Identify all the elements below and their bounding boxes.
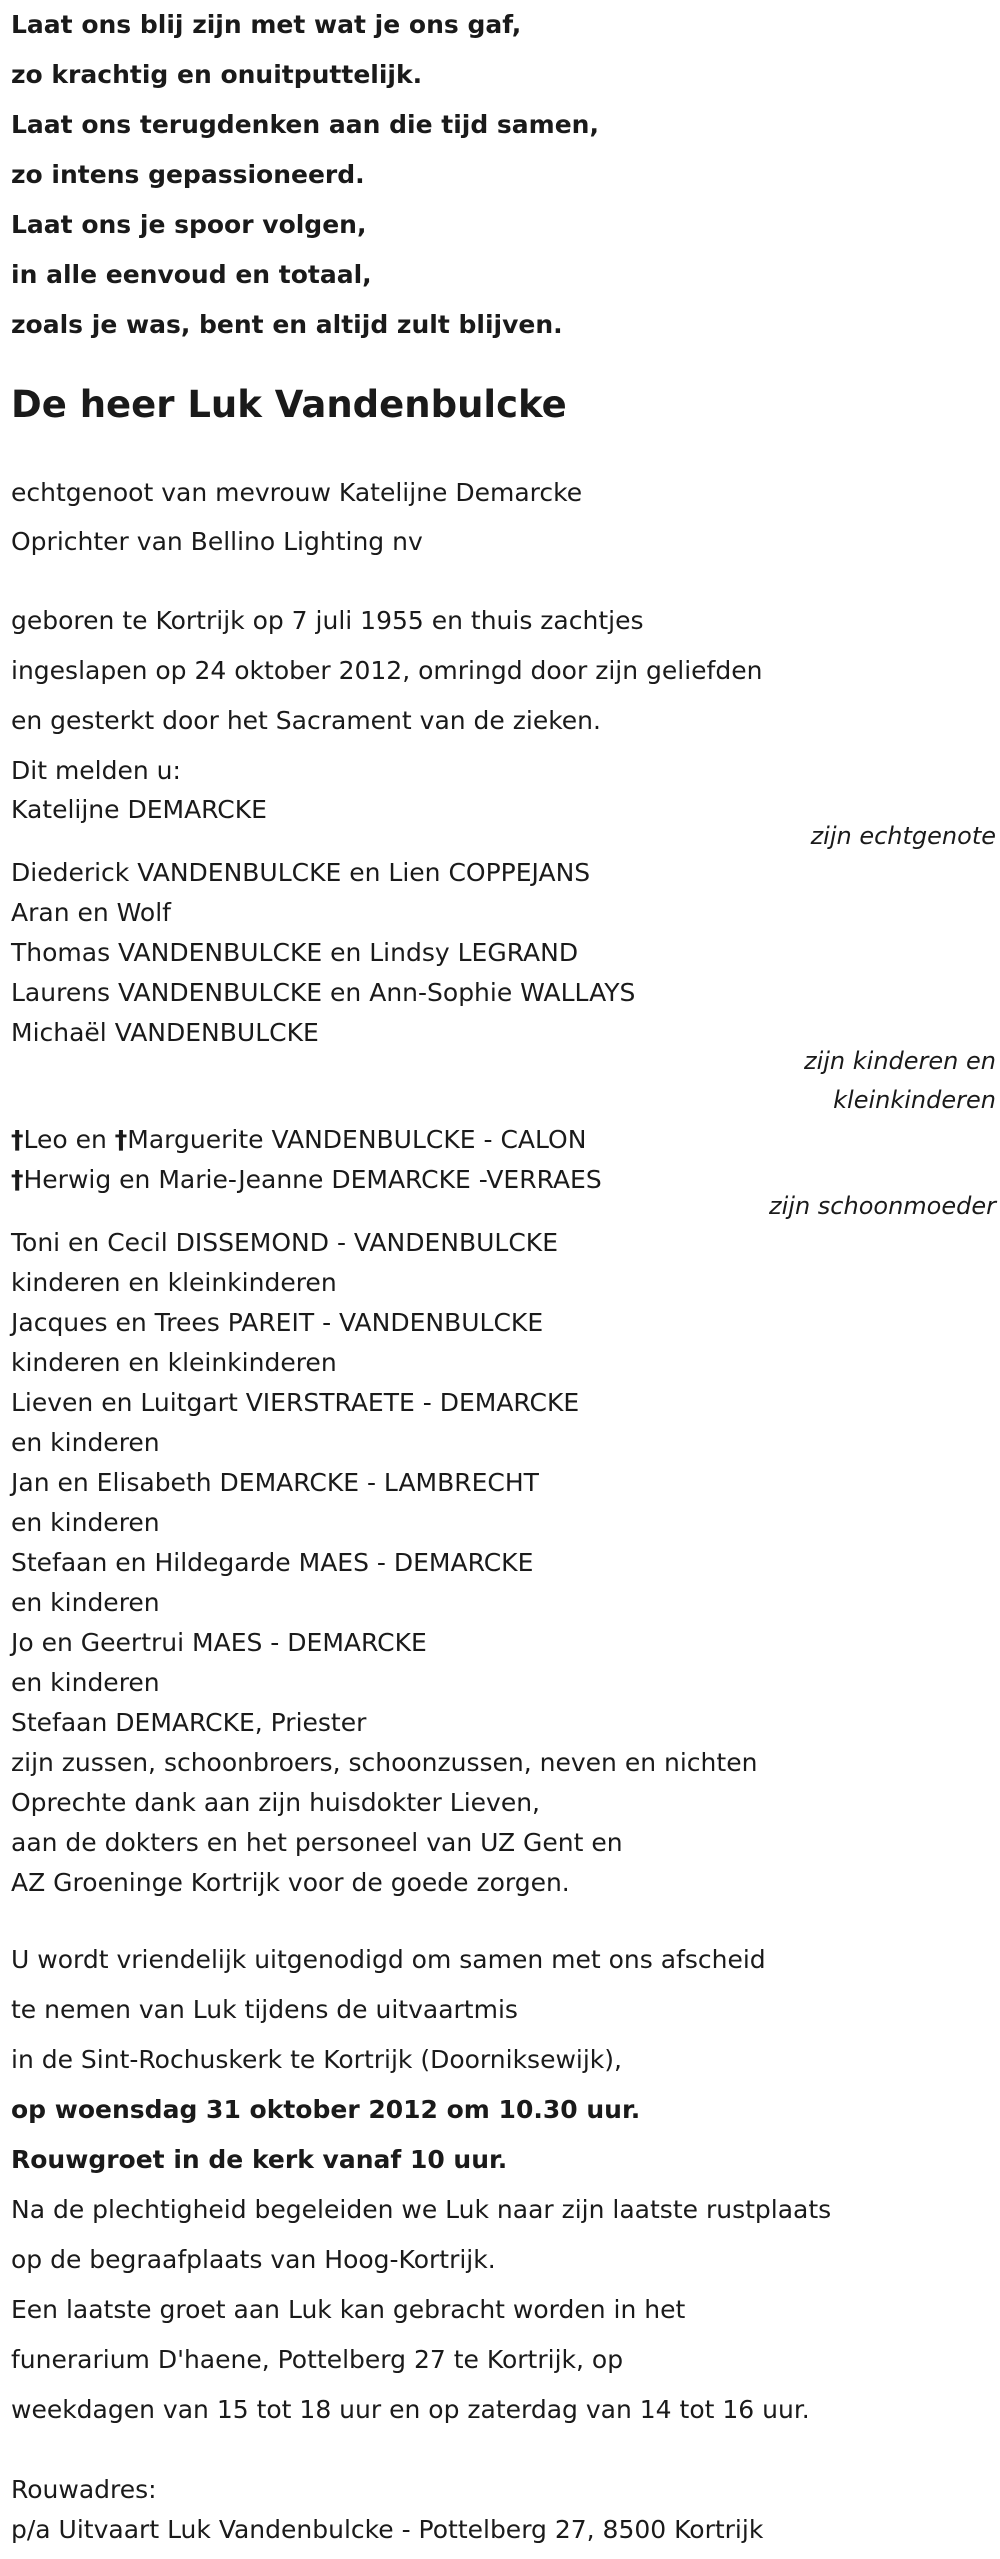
cross-icon: † xyxy=(11,1125,24,1154)
family-line-9: Stefaan en Hildegarde MAES - DEMARCKE xyxy=(11,1548,534,1577)
birth-line-2: ingeslapen op 24 oktober 2012, omringd door zijn geliefden xyxy=(11,656,763,685)
family-line-17: AZ Groeninge Kortrijk voor de goede zorgen. xyxy=(11,1868,570,1897)
family-line-14: zijn zussen, schoonbroers, schoonzussen, neven en nichten xyxy=(11,1748,758,1777)
family-line-3: Jacques en Trees PAREIT - VANDENBULCKE xyxy=(11,1308,544,1337)
children-role-2: kleinkinderen xyxy=(833,1086,996,1114)
after-line-1: Na de plechtigheid begeleiden we Luk naar zijn laatste rustplaats xyxy=(11,2195,832,2224)
spouse-line: echtgenoot van mevrouw Katelijne Demarcke xyxy=(11,478,583,507)
inlaws-names: Herwig en Marie-Jeanne DEMARCKE -VERRAES xyxy=(23,1165,602,1194)
rouwgroet: Rouwgroet in de kerk vanaf 10 uur. xyxy=(11,2145,508,2174)
funeral-date: op woensdag 31 oktober 2012 om 10.30 uur. xyxy=(11,2095,641,2124)
invite-line-1: U wordt vriendelijk uitgenodigd om samen met ons afscheid xyxy=(11,1945,766,1974)
parents-father: Leo en xyxy=(23,1125,115,1154)
child-line-2: Aran en Wolf xyxy=(11,898,171,927)
poem-line-4: zo intens gepassioneerd. xyxy=(11,160,365,189)
family-line-10: en kinderen xyxy=(11,1588,160,1617)
family-line-6: en kinderen xyxy=(11,1428,160,1457)
invite-line-3: in de Sint-Rochuskerk te Kortrijk (Doorniksewijk), xyxy=(11,2045,622,2074)
family-line-16: aan de dokters en het personeel van UZ Gent en xyxy=(11,1828,623,1857)
parents-mother: Marguerite VANDENBULCKE - CALON xyxy=(127,1125,587,1154)
spouse-name: Katelijne DEMARCKE xyxy=(11,795,267,824)
children-role-1: zijn kinderen en xyxy=(804,1047,996,1075)
invite-line-2: te nemen van Luk tijdens de uitvaartmis xyxy=(11,1995,518,2024)
cross-icon: † xyxy=(114,1125,128,1154)
poem-line-1: Laat ons blij zijn met wat je ons gaf, xyxy=(11,10,522,39)
birth-line-1: geboren te Kortrijk op 7 juli 1955 en thuis zachtjes xyxy=(11,606,644,635)
family-line-4: kinderen en kleinkinderen xyxy=(11,1348,337,1377)
child-line-4: Laurens VANDENBULCKE en Ann-Sophie WALLAYS xyxy=(11,978,636,1007)
child-line-1: Diederick VANDENBULCKE en Lien COPPEJANS xyxy=(11,858,591,887)
poem-line-6: in alle eenvoud en totaal, xyxy=(11,260,372,289)
family-line-13: Stefaan DEMARCKE, Priester xyxy=(11,1708,367,1737)
family-line-15: Oprechte dank aan zijn huisdokter Lieven, xyxy=(11,1788,541,1817)
announce-line: Dit melden u: xyxy=(11,756,181,785)
poem-line-7: zoals je was, bent en altijd zult blijven. xyxy=(11,310,563,339)
after-line-3: Een laatste groet aan Luk kan gebracht worden in het xyxy=(11,2295,686,2324)
poem-line-3: Laat ons terugdenken aan die tijd samen, xyxy=(11,110,599,139)
after-line-5: weekdagen van 15 tot 18 uur en op zaterdag van 14 tot 16 uur. xyxy=(11,2395,810,2424)
family-line-1: Toni en Cecil DISSEMOND - VANDENBULCKE xyxy=(11,1228,558,1257)
family-line-11: Jo en Geertrui MAES - DEMARCKE xyxy=(11,1628,427,1657)
family-line-5: Lieven en Luitgart VIERSTRAETE - DEMARCKE xyxy=(11,1388,580,1417)
after-line-4: funerarium D'haene, Pottelberg 27 te Kortrijk, op xyxy=(11,2345,624,2374)
cross-icon: † xyxy=(11,1165,24,1194)
spouse-role: zijn echtgenote xyxy=(810,822,996,850)
family-line-7: Jan en Elisabeth DEMARCKE - LAMBRECHT xyxy=(11,1468,539,1497)
family-line-12: en kinderen xyxy=(11,1668,160,1697)
poem-line-5: Laat ons je spoor volgen, xyxy=(11,210,367,239)
founder-line: Oprichter van Bellino Lighting nv xyxy=(11,527,423,556)
family-line-8: en kinderen xyxy=(11,1508,160,1537)
parents-line xyxy=(11,1125,586,1155)
child-line-5: Michaël VANDENBULCKE xyxy=(11,1018,319,1047)
birth-line-3: en gesterkt door het Sacrament van de zieken. xyxy=(11,706,601,735)
address: p/a Uitvaart Luk Vandenbulcke - Pottelberg 27, 8500 Kortrijk xyxy=(11,2515,764,2544)
family-line-2: kinderen en kleinkinderen xyxy=(11,1268,337,1297)
after-line-2: op de begraafplaats van Hoog-Kortrijk. xyxy=(11,2245,496,2274)
child-line-3: Thomas VANDENBULCKE en Lindsy LEGRAND xyxy=(11,938,579,967)
poem-line-2: zo krachtig en onuitputtelijk. xyxy=(11,60,423,89)
address-label: Rouwadres: xyxy=(11,2475,157,2504)
inlaws-line xyxy=(11,1165,602,1195)
inlaws-role: zijn schoonmoeder xyxy=(769,1192,996,1220)
deceased-name: De heer Luk Vandenbulcke xyxy=(11,383,567,426)
